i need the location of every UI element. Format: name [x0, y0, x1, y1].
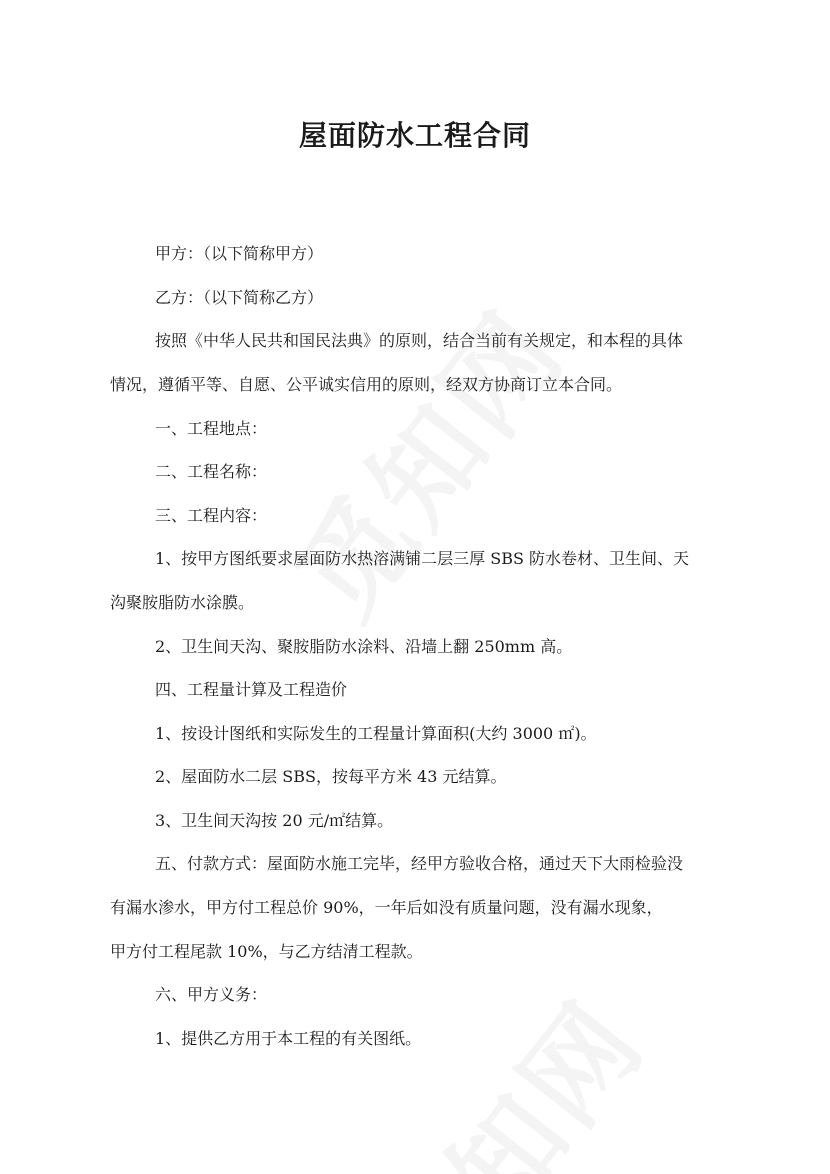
section-4-item-1: 1、按设计图纸和实际发生的工程量计算面积(大约 3000 ㎡)。 — [155, 724, 597, 743]
page-title: 屋面防水工程合同 — [298, 119, 531, 152]
section-4-item-3: 3、卫生间天沟按 20 元/㎡结算。 — [155, 811, 394, 830]
section-3-item-1-line-1: 1、按甲方图纸要求屋面防水热溶满铺二层三厚 SBS 防水卷材、卫生间、天 — [155, 549, 690, 568]
section-2-heading: 二、工程名称： — [155, 462, 268, 481]
section-4-heading: 四、工程量计算及工程造价 — [155, 680, 348, 699]
section-6-item-1: 1、提供乙方用于本工程的有关图纸。 — [155, 1029, 422, 1048]
section-3-item-1-line-2: 沟聚胺脂防水涂膜。 — [110, 593, 255, 612]
section-3-item-2: 2、卫生间天沟、聚胺脂防水涂料、沿墙上翻 250mm 高。 — [155, 637, 573, 656]
section-1-heading: 一、工程地点： — [155, 419, 268, 438]
section-4-item-2: 2、屋面防水二层 SBS，按每平方米 43 元结算。 — [155, 767, 507, 786]
watermark — [255, 273, 594, 645]
section-5-line-3: 甲方付工程尾款 10%，与乙方结清工程款。 — [110, 942, 423, 961]
section-3-heading: 三、工程内容： — [155, 506, 268, 525]
preamble-line-1: 按照《中华人民共和国民法典》的原则，结合当前有关规定，和本程的具体 — [155, 331, 684, 350]
preamble-line-2: 情况，遵循平等、自愿、公平诚实信用的原则，经双方协商订立本合同。 — [110, 375, 623, 394]
section-5-line-2: 有漏水渗水，甲方付工程总价 90%，一年后如没有质量问题，没有漏水现象， — [110, 898, 663, 917]
party-a-line: 甲方：（以下简称甲方） — [155, 244, 324, 263]
section-6-heading: 六、甲方义务： — [155, 985, 268, 1004]
party-b-line: 乙方：（以下简称乙方） — [155, 288, 324, 307]
section-5-line-1: 五、付款方式：屋面防水施工完毕，经甲方验收合格，通过天下大雨检验没 — [155, 854, 684, 873]
